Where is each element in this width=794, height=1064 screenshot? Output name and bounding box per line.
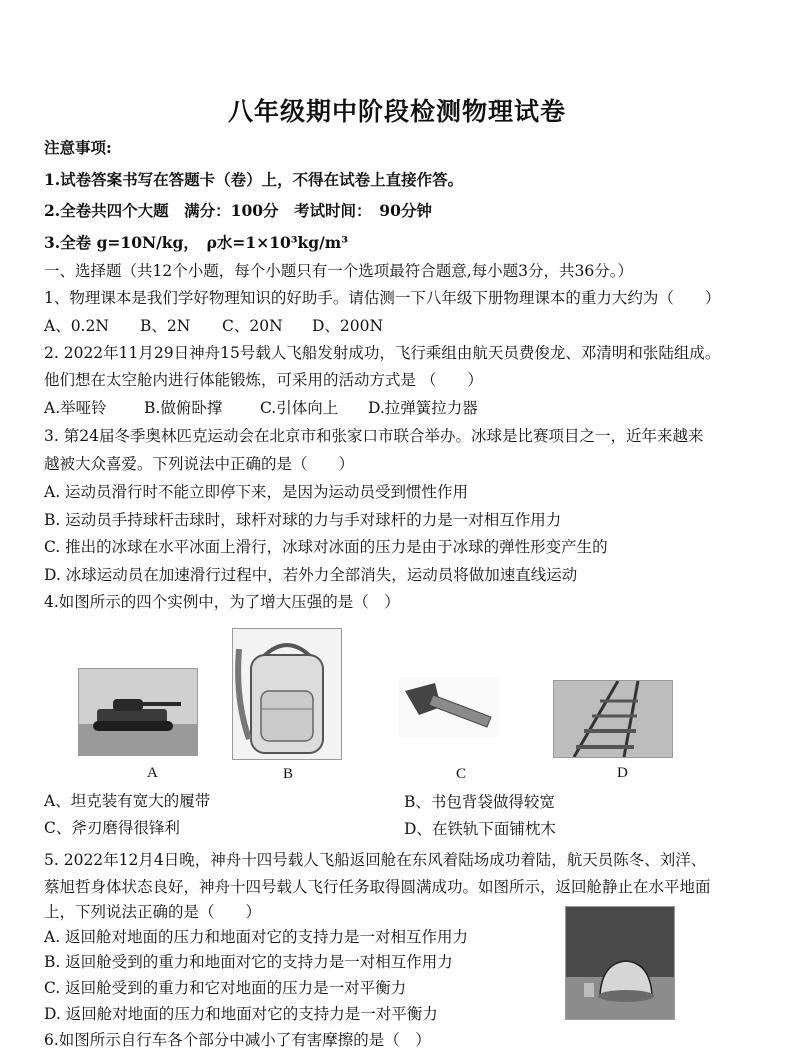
q2-option-a: A.举哑铃 [44, 399, 107, 417]
q5-option-b: B. 返回舱受到的重力和地面对它的支持力是一对相互作用力 [44, 953, 453, 971]
return-capsule-image [565, 906, 675, 1020]
notes-heading: 注意事项: [44, 138, 112, 157]
q4-option-b: B、书包背袋做得较宽 [404, 793, 555, 811]
q2-option-c: C.引体向上 [260, 399, 339, 417]
q1-stem: 1、物理课本是我们学好物理知识的好助手。请估测一下八年级下册物理课本的重力大约为（ ） [44, 289, 721, 307]
q4-option-a: A、坦克装有宽大的履带 [44, 792, 211, 810]
railway-image [553, 680, 673, 758]
q6-stem: 6.如图所示自行车各个部分中减小了有害摩擦的是（ ） [44, 1031, 431, 1049]
note-2: 2.全卷共四个大题 满分：100分 考试时间： 90分钟 [44, 201, 432, 220]
q2-option-b: B.做俯卧撑 [144, 399, 223, 417]
q5-stem-line-2: 蔡旭哲身体状态良好，神舟十四号载人飞行任务取得圆满成功。如图所示，返回舱静止在水平地面 [44, 878, 711, 896]
q3-stem-line-2: 越被大众喜爱。下列说法中正确的是（ ） [44, 455, 355, 473]
q3-option-b: B. 运动员手持球杆击球时，球杆对球的力与手对球杆的力是一对相互作用力 [44, 511, 562, 529]
image-label-a: A [147, 765, 158, 781]
image-label-b: B [283, 766, 294, 782]
tank-image [78, 668, 198, 756]
backpack-image [232, 628, 342, 760]
image-label-c: C [456, 766, 467, 782]
q5-option-d: D. 返回舱对地面的压力和地面对它的支持力是一对平衡力 [44, 1005, 438, 1023]
q3-option-a: A. 运动员滑行时不能立即停下来，是因为运动员受到惯性作用 [44, 483, 469, 501]
q4-stem: 4.如图所示的四个实例中，为了增大压强的是（ ） [44, 593, 400, 611]
q5-option-a: A. 返回舱对地面的压力和地面对它的支持力是一对相互作用力 [44, 928, 469, 946]
page-title: 八年级期中阶段检测物理试卷 [227, 97, 566, 126]
q1-option-d: D、200N [312, 317, 384, 335]
section-1-heading: 一、选择题（共12个小题，每个小题只有一个选项最符合题意,每小题3分，共36分。） [44, 262, 633, 280]
q2-option-d: D.拉弹簧拉力器 [368, 399, 478, 417]
q4-option-d: D、在铁轨下面铺枕木 [404, 820, 556, 838]
q2-stem-line-1: 2. 2022年11月29日神舟15号载人飞船发射成功，飞行乘组由航天员费俊龙、邓清明和张陆组成。 [44, 344, 721, 362]
q3-option-c: C. 推出的冰球在水平冰面上滑行，冰球对冰面的压力是由于冰球的弹性形变产生的 [44, 538, 608, 556]
q5-stem-line-3: 上，下列说法正确的是（ ） [44, 903, 262, 921]
note-3: 3.全卷 g=10N/kg， ρ水=1×10³kg/m³ [44, 233, 348, 252]
q5-stem-line-1: 5. 2022年12月4日晚，神舟十四号载人飞船返回舱在东风着陆场成功着陆，航天员陈冬、刘洋、 [44, 851, 707, 869]
note-1: 1.试卷答案书写在答题卡（卷）上，不得在试卷上直接作答。 [44, 170, 464, 189]
image-label-d: D [617, 765, 628, 781]
axe-image [398, 676, 500, 738]
q1-option-a: A、0.2N [44, 317, 109, 335]
q5-option-c: C. 返回舱受到的重力和它对地面的压力是一对平衡力 [44, 979, 407, 997]
q3-stem-line-1: 3. 第24届冬季奥林匹克运动会在北京市和张家口市联合举办。冰球是比赛项目之一，近年来越来 [44, 427, 704, 445]
q4-option-c: C、斧刃磨得很锋利 [44, 819, 180, 837]
q1-option-c: C、20N [222, 317, 283, 335]
q3-option-d: D. 冰球运动员在加速滑行过程中，若外力全部消失，运动员将做加速直线运动 [44, 566, 578, 584]
q1-option-b: B、2N [140, 317, 191, 335]
q2-stem-line-2: 他们想在太空舱内进行体能锻炼，可采用的活动方式是 （ ） [44, 371, 483, 389]
